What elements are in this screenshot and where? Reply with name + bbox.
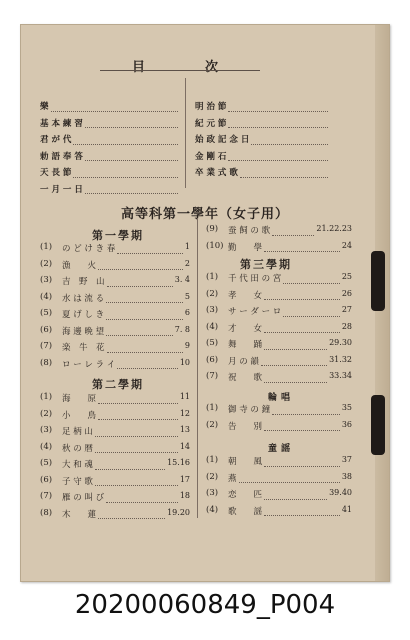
page-number: 39.40 [329,488,352,497]
ceremony-songs [40,78,330,195]
dot-leader [98,259,183,271]
title-underline [100,70,260,71]
term1-list [40,242,190,374]
page-number: 24 [341,240,352,250]
entry-title: 千 代 田 の 宮 [228,274,282,284]
toc-entry [40,242,190,259]
entry-index: (1) [40,242,53,252]
dot-leader [264,371,327,383]
entry-title: 雁 の 叫 び [62,493,105,503]
dot-leader [239,472,340,484]
page-number: 14 [179,441,190,451]
entry-title: 祝 歌 [228,373,263,383]
dot-leader [106,308,183,320]
page-number: 7. 8 [174,324,190,334]
toc-entry [40,392,190,409]
page-number: 11 [179,392,190,401]
page-number: 3. 4 [174,275,190,284]
dot-leader [283,305,340,317]
entry-title: サ ー ダ ー ロ [228,307,282,317]
page-number: 15.16 [167,458,190,467]
toc-entry [206,505,352,522]
toc-entry [40,259,190,276]
column-divider [185,78,186,188]
dot-leader [228,100,328,112]
dot-leader [264,505,340,517]
entry-title: 樂 [40,102,49,112]
entry-index: (1) [206,455,219,465]
entry-title: 基 本 練 習 [40,118,83,129]
page-number: 38 [341,471,352,481]
entry-title: 舞 踊 [228,340,263,350]
toc-entry [206,472,352,489]
toc-entry [195,166,330,183]
toc-entry [40,133,180,150]
entry-title: 小 鳥 [62,410,97,421]
entry-index: (1) [206,403,219,413]
dot-leader [261,355,327,367]
dot-leader [240,166,328,178]
entry-index: (4) [206,321,219,332]
douyou-list [206,455,352,521]
entry-index: (7) [40,491,53,501]
douyou-heading: 童謡 [268,444,295,454]
dot-leader [73,133,178,145]
dot-leader [228,117,328,129]
image-caption: 20200060849_P004 [74,590,336,620]
ceremony-list-left [40,100,180,199]
page-number: 35 [341,403,352,412]
page-number: 25 [341,272,352,281]
dot-leader [272,224,314,236]
binding-hole-top [371,251,385,311]
dot-leader [85,150,178,162]
page-number: 13 [179,425,190,434]
dot-leader [98,508,165,520]
entry-title: 海 原 [62,394,97,404]
entry-title: 夏 げ し き [62,310,105,320]
entry-index: (4) [40,291,53,302]
entry-title: の ど け き 春 [62,244,116,254]
entry-title: 一 月 一 日 [40,184,83,195]
entry-index: (7) [206,371,219,381]
toc-entry [206,322,352,339]
toc-entry [40,308,190,325]
term3-heading: 第三學期 [240,258,292,271]
toc-entry [195,100,330,117]
page-number: 12 [179,408,190,418]
dot-leader [117,358,178,370]
entry-title: 明 治 節 [195,102,227,112]
entry-title: 才 女 [228,323,263,334]
toc-entry [40,292,190,309]
page-number: 41 [341,504,352,514]
entry-title: 御 寺 の 鐘 [228,405,271,415]
page-number: 31.32 [329,354,352,364]
toc-entry [206,488,352,505]
page-number: 18 [179,491,190,500]
toc-entry [40,442,190,459]
toc-entry [40,325,190,342]
entry-title: 木 蓮 [62,509,97,520]
toc-entry [40,491,190,508]
toc-entry [206,455,352,472]
page-number: 2 [184,258,190,268]
toc-entry [40,508,190,525]
page-number: 27 [341,305,352,314]
toc-entry [40,425,190,442]
entry-title: 楽 牛 花 [62,343,105,353]
entry-index: (8) [40,357,53,368]
entry-title: 吉 野 山 [62,277,105,287]
entry-title: 君 が 代 [40,135,72,145]
page-number: 10 [179,357,190,367]
entry-title: 金 剛 石 [195,151,227,162]
dot-leader [95,475,178,487]
section-title: 高等科第一學年（女子用） [120,207,289,222]
entry-title: 卒 業 式 歌 [195,168,238,178]
toc-entry [206,355,352,372]
toc-entry [206,338,352,355]
entry-index: (3) [206,305,219,315]
page-number: 26 [341,288,352,298]
dot-leader [95,458,165,470]
entry-title: 大 和 魂 [62,460,93,470]
dot-leader [251,133,328,145]
entry-title: 月 の 韻 [228,356,259,367]
dot-leader [264,241,340,253]
entry-index: (4) [40,441,53,452]
entry-title: ロ ー レ ラ イ [62,359,116,370]
entry-title: 天 長 節 [40,168,72,178]
entry-title: 勅 語 奉 答 [40,151,83,162]
term2-continued-list [206,224,352,257]
page-number: 6 [184,308,190,317]
dot-leader [107,341,183,353]
entry-index: (6) [40,324,53,335]
term1-heading: 第一學期 [92,229,144,242]
term3-list [206,272,352,388]
dot-leader [264,420,340,432]
entry-title: 秋 の 暦 [62,443,93,454]
dot-leader [283,272,340,284]
entry-title: 朝 風 [228,457,263,467]
entry-title: 歌 謡 [228,506,263,517]
toc-entry [40,341,190,358]
dot-leader [264,455,340,467]
entry-index: (2) [206,419,219,430]
binding-hole-bottom [371,395,385,455]
toc-entry [40,150,180,167]
entry-title: 孝 女 [228,290,263,301]
dot-leader [85,117,178,129]
toc-entry [40,166,180,183]
entry-index: (1) [206,272,219,282]
entry-title: 蚕 飼 の 歌 [228,226,271,236]
dot-leader [228,150,328,162]
dot-leader [98,392,178,404]
dot-leader [264,488,327,500]
page-number: 37 [341,455,352,464]
toc-entry [206,241,352,258]
page-number: 19.20 [167,507,190,517]
entry-index: (6) [206,354,219,365]
toc-entry [206,403,352,420]
page-number: 21.22.23 [316,224,352,233]
page-number: 29.30 [329,338,352,347]
entry-index: (4) [206,504,219,515]
toc-entry [206,272,352,289]
page-number: 28 [341,321,352,331]
entry-title: 恋 匹 [228,490,263,500]
entry-index: (5) [40,308,53,318]
page-number: 5 [184,291,190,301]
entry-title: 海 邊 晩 望 [62,326,105,337]
rinsho-list [206,403,352,436]
toc-entry [40,183,180,200]
dot-leader [264,289,340,301]
toc-entry [195,133,330,150]
entry-index: (3) [40,425,53,435]
entry-index: (1) [40,392,53,402]
page-title: 目次 [131,60,278,75]
dot-leader [73,166,178,178]
dot-leader [106,491,178,503]
entry-index: (8) [40,507,53,518]
toc-entry [206,371,352,388]
entry-title: 子 守 歌 [62,476,93,487]
entry-title: 水 は 流 る [62,293,105,304]
entry-index: (5) [206,338,219,348]
dot-leader [264,322,340,334]
entry-index: (2) [40,258,53,269]
dot-leader [117,242,183,254]
term2-list [40,392,190,524]
toc-entry [40,358,190,375]
toc-entry [40,275,190,292]
entry-title: 紀 元 節 [195,118,227,129]
toc-entry [195,150,330,167]
toc-entry [40,117,180,134]
toc-entry [40,409,190,426]
entry-index: (6) [40,474,53,485]
dot-leader [106,292,183,304]
dot-leader [107,275,173,287]
entry-index: (2) [206,471,219,482]
entry-index: (10) [206,240,224,251]
entry-index: (9) [206,224,219,234]
toc-entry [40,458,190,475]
entry-title: 足 柄 山 [62,427,93,437]
dot-leader [264,338,327,350]
entry-index: (5) [40,458,53,468]
page-number: 9 [184,341,190,350]
entry-index: (3) [206,488,219,498]
dot-leader [95,425,178,437]
toc-entry [206,420,352,437]
term2-heading: 第二學期 [92,378,144,391]
page-number: 17 [179,474,190,484]
dot-leader [272,403,340,415]
dot-leader [98,409,178,421]
entry-title: 燕 [228,473,237,484]
entry-title: 始 政 記 念 日 [195,135,250,145]
page-number: 33.34 [329,371,352,380]
entry-title: 勤 學 [228,242,263,253]
page-number: 1 [184,242,190,251]
entry-title: 漁 火 [62,260,97,271]
entry-index: (2) [40,408,53,419]
toc-entry [40,100,180,117]
entry-index: (7) [40,341,53,351]
toc-entry [206,305,352,322]
dot-leader [85,183,178,195]
toc-entry [206,224,352,241]
dot-leader [95,442,178,454]
toc-entry [206,289,352,306]
entry-title: 告 別 [228,421,263,432]
dot-leader [106,325,173,337]
column-divider-main [197,218,198,518]
page-number: 36 [341,419,352,429]
dot-leader [51,100,178,112]
entry-index: (3) [40,275,53,285]
entry-index: (2) [206,288,219,299]
rinsho-heading: 輪唱 [268,393,295,403]
toc-entry [40,475,190,492]
toc-entry [195,117,330,134]
ceremony-list-right [195,100,330,183]
